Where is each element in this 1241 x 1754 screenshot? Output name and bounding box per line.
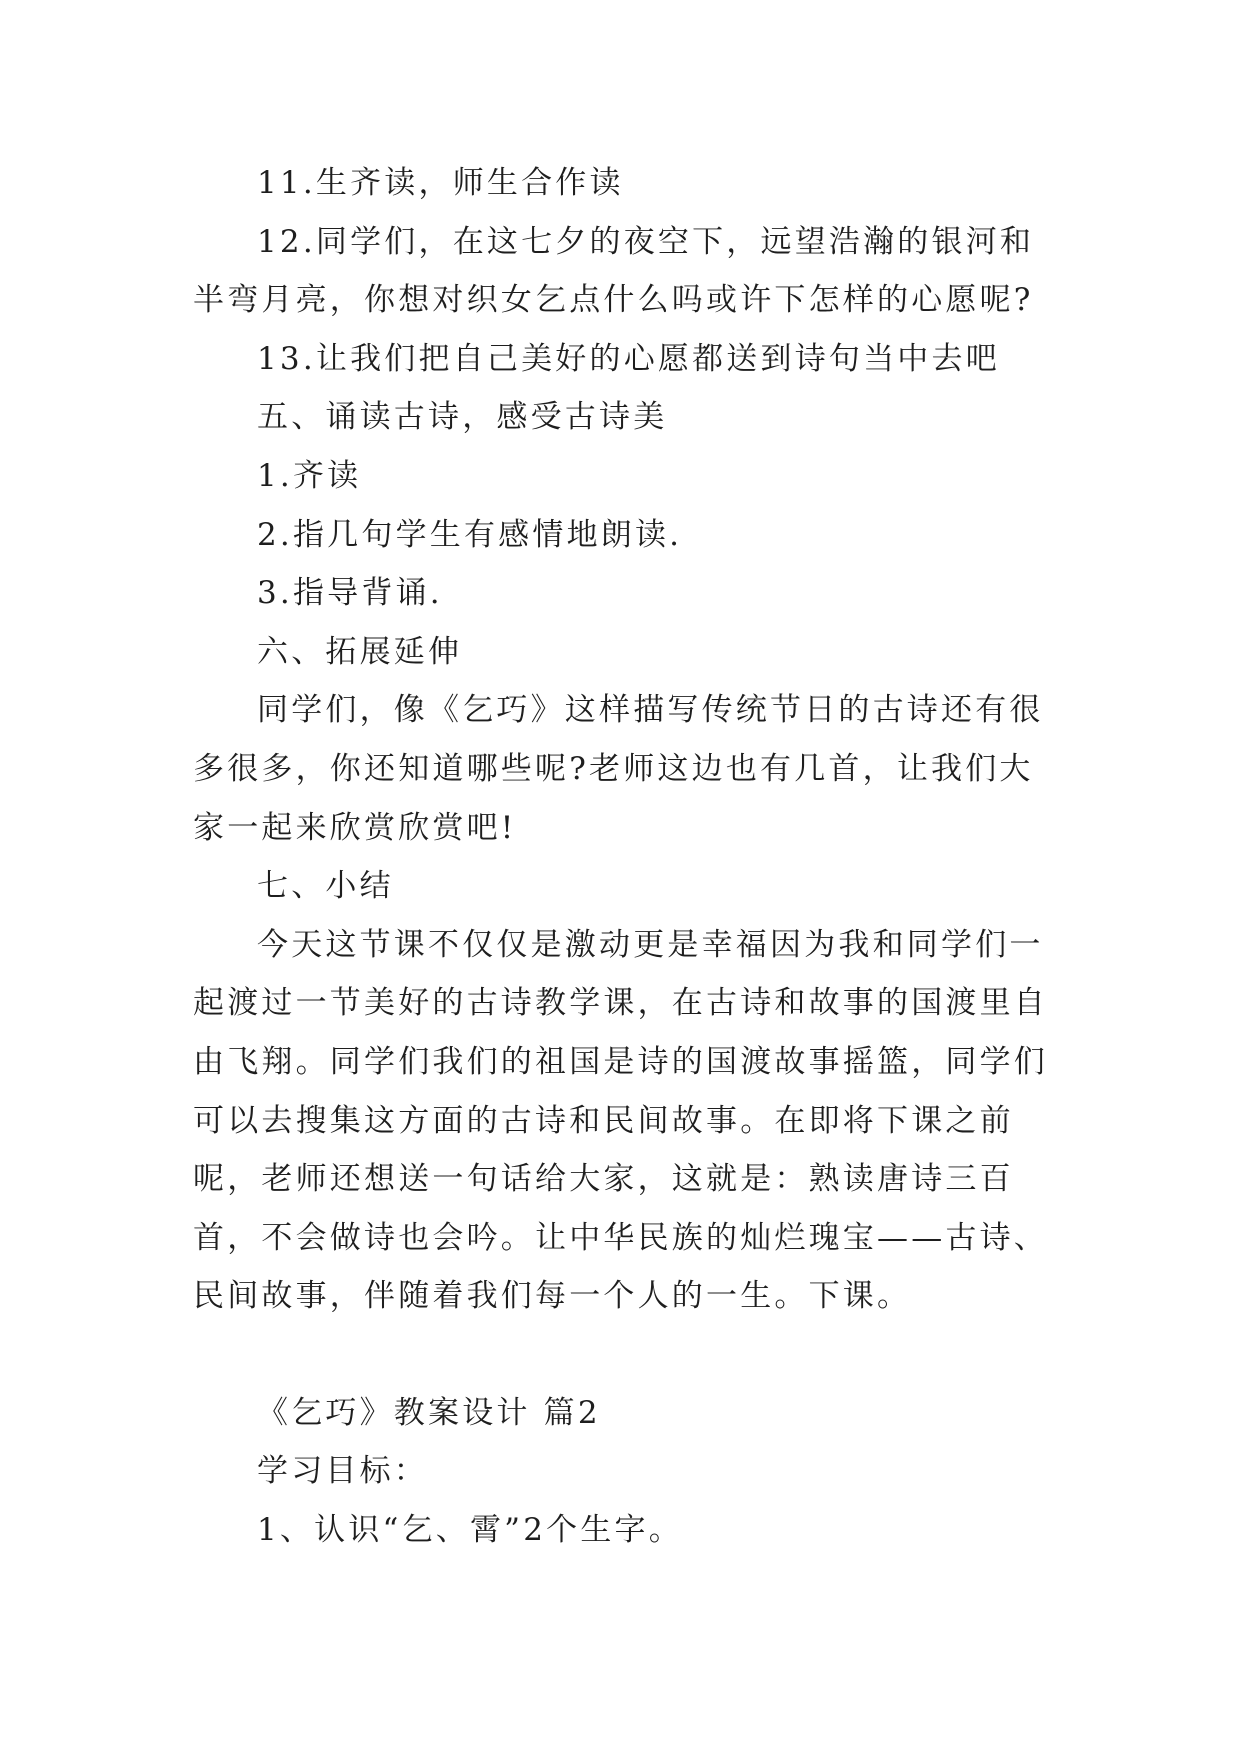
paragraph-spacer: [193, 1326, 1061, 1384]
paragraph: 13.让我们把自己美好的心愿都送到诗句当中去吧: [257, 340, 1000, 377]
document-body: [193, 154, 1061, 1560]
section-heading: 七、小结: [257, 868, 394, 905]
paragraph: 同学们，像《乞巧》这样描写传统节日的古诗还有很多很多，你还知道哪些呢?老师这边也有几首，让我们大家一起来欣赏欣赏吧!: [193, 692, 1044, 846]
paragraph: 12.同学们，在这七夕的夜空下，远望浩瀚的银河和半弯月亮，你想对织女乞点什么吗或许下怎样的心愿呢?: [193, 223, 1035, 319]
list-item: 3.指导背诵.: [257, 575, 443, 612]
section-heading: 五、诵读古诗，感受古诗美: [257, 399, 668, 436]
list-item: 1、认识“乞、霄”2个生字。: [257, 1512, 683, 1549]
section-heading: 六、拓展延伸: [257, 633, 463, 670]
paragraph: 今天这节课不仅仅是激动更是幸福因为我和同学们一起渡过一节美好的古诗教学课，在古诗和故事的国渡里自由飞翔。同学们我们的祖国是诗的国渡故事摇篮，同学们可以去搜集这方面的古诗和民间故事。在即将下课之前呢，老师还想送一句话给大家，这就是：熟读唐诗三百首，不会做诗也会吟。让中华民族的灿烂瑰宝——古诗、民间故事，伴随着我们每一个人的一生。下课。: [193, 926, 1048, 1315]
document-section-title: 《乞巧》教案设计 篇2: [257, 1394, 601, 1431]
list-item: 1.齐读: [257, 457, 362, 494]
paragraph: 11.生齐读，师生合作读: [257, 165, 624, 201]
section-heading: 学习目标：: [257, 1453, 428, 1490]
list-item: 2.指几句学生有感情地朗读.: [257, 516, 683, 553]
